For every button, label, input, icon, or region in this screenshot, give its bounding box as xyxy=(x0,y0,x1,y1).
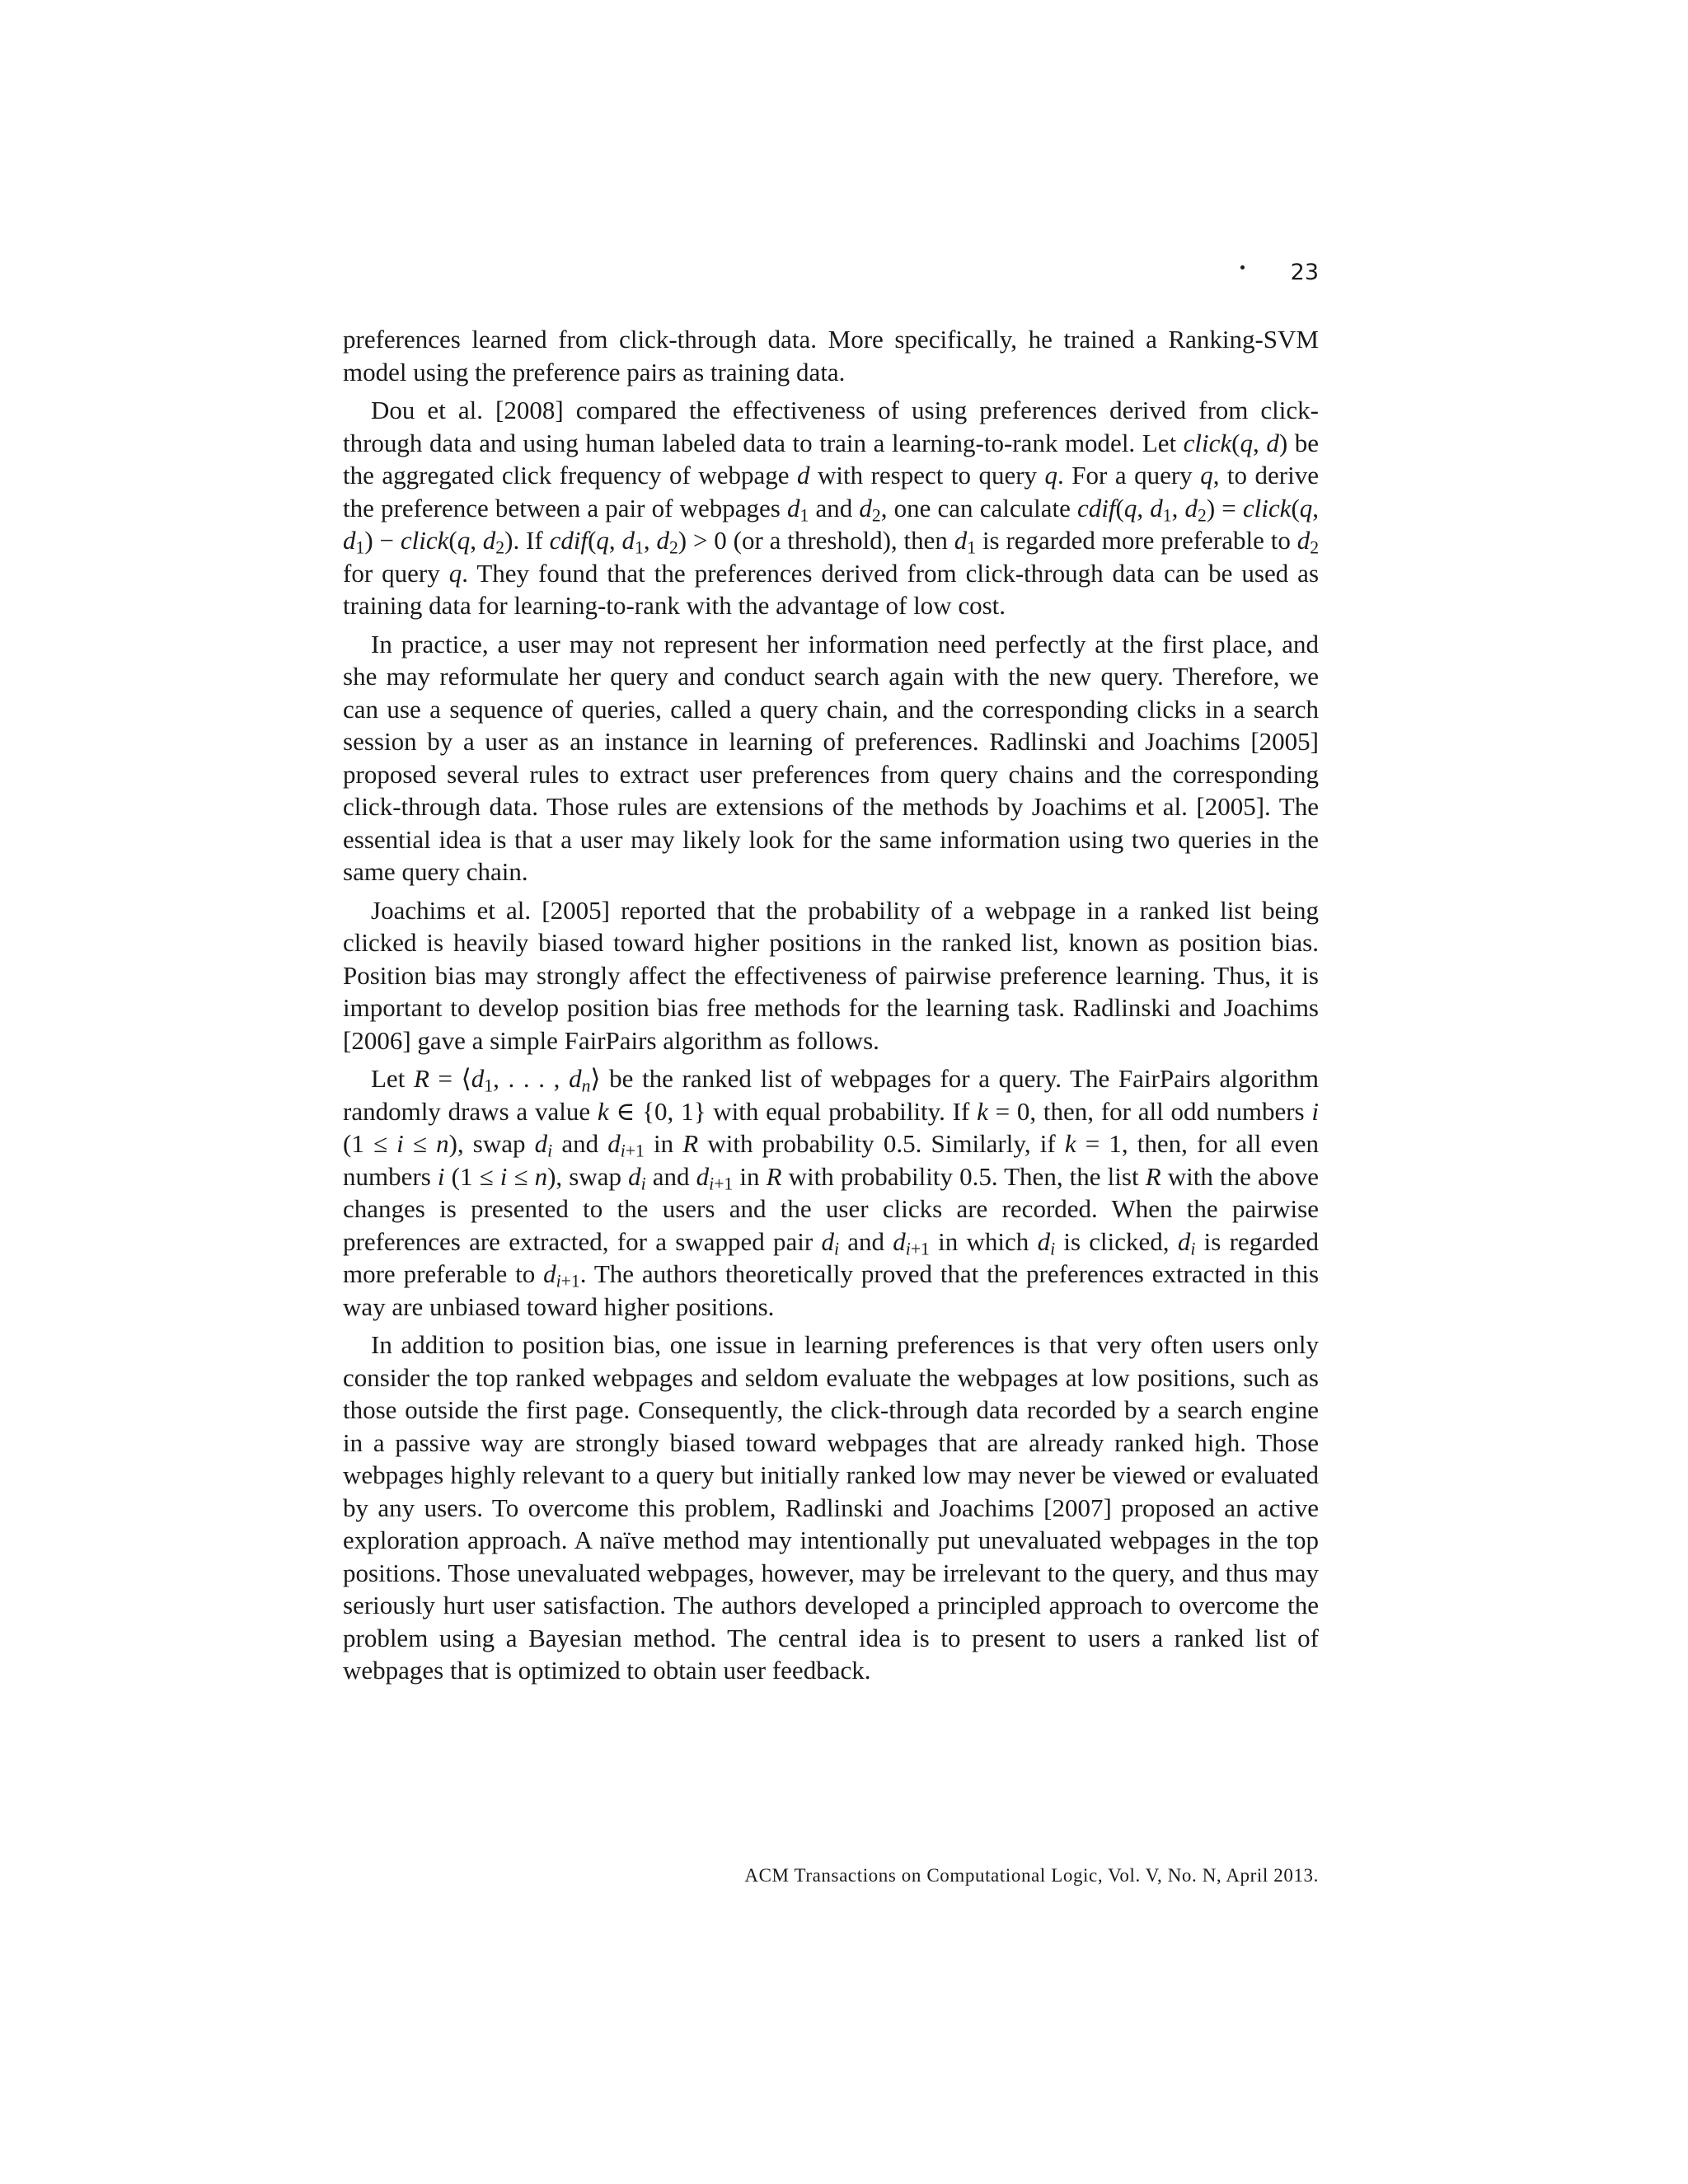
paragraph-continued: preferences learned from click-through data. More specifically, he trained a Ranking-SVM model using the preference pairs as training data. xyxy=(343,325,1319,387)
body-text xyxy=(343,323,1319,1693)
paragraph-fairpairs: Let $R = ⟨d_1$, . . . , $d_n⟩$ be the ranked list of webpages for a query. The FairPairs algorithm randomly draws a value k ∈ {0, 1} with equal probability. If k = 0, then, for all odd numbers i (1 ≤ i ≤ n), swap $d_i$ and $d_{i+1}$ in R with probability 0.5. Similarly, if k = 1, then, for all even numbers i (1 ≤ i ≤ n), swap $d_i$ and $d_{i+1}$ in R with probability 0.5. Then, the list R with the above changes is presented to the users and the user clicks are recorded. When the pairwise preferences are extracted, for a swapped pair $d_i$ and $d_{i+1}$ in which $d_i$ is clicked, $d_i$ is regarded more preferable to $d_{i+1}$. The authors theoretically proved that the preferences extracted in this way are unbiased toward higher positions. xyxy=(343,1064,1320,1321)
paragraph-active-exploration: In addition to position bias, one issue in learning preferences is that very often users only consider the top ranked webpages and seldom evaluate the webpages at low positions, such as those outside the first page. Consequently, the click-through data recorded by a search engine in a passive way are strongly biased toward webpages that are already ranked high. Those webpages highly relevant to a query but initially ranked low may never be viewed or evaluated by any users. To overcome this problem, Radlinski and Joachims [2007] proposed an active exploration approach. A naïve method may intentionally put unevaluated webpages in the top positions. Those unevaluated webpages, however, may be irrelevant to the query, and thus may seriously hurt user satisfaction. The authors developed a principled approach to overcome the problem using a Bayesian method. The central idea is to present to users a ranked list of webpages that is optimized to obtain user feedback. xyxy=(343,1330,1319,1685)
page-footer: ACM Transactions on Computational Logic, Vol. V, No. N, April 2013. xyxy=(744,1865,1319,1886)
paragraph-position-bias: Joachims et al. [2005] reported that the probability of a webpage in a ranked list being clicked is heavily biased toward higher positions in the ranked list, known as position bias. Position bias may strongly affect the effectiveness of pairwise preference learning. Thus, it is important to develop position bias free methods for the learning task. Radlinski and Joachims [2006] gave a simple FairPairs algorithm as follows. xyxy=(343,895,1319,1055)
paragraph-dou: Dou et al. [2008] compared the effectiveness of using preferences derived from click-through data and using human labeled data to train a learning-to-rank model. Let click(q, d) be the aggregated click frequency of webpage d with respect to query q. For a query q, to derive the preference between a pair of webpages $d_1$ and $d_2$, one can calculate cdif(q, $d_1$, $d_2$) = click(q, $d_1$) − click(q, $d_2$). If cdif(q, $d_1$, $d_2) > 0$ (or a threshold), then $d_1$ is regarded more preferable to $d_2$ for query q. They found that the preferences derived from click-through data can be used as training data for learning-to-rank with the advantage of low cost. xyxy=(343,396,1320,620)
page-header xyxy=(1240,254,1319,290)
paragraph-query-chains: In practice, a user may not represent her information need perfectly at the first place, and she may reformulate her query and conduct search again with the new query. Therefore, we can use a sequence of queries, called a query chain, and the corresponding clicks in a search session by a user as an instance in learning of preferences. Radlinski and Joachims [2005] proposed several rules to extract user preferences from query chains and the corresponding click-through data. Those rules are extensions of the methods by Joachims et al. [2005]. The essential idea is that a user may likely look for the same information using two queries in the same query chain. xyxy=(343,629,1319,886)
header-dot xyxy=(1240,265,1245,269)
page-number: 23 xyxy=(1290,259,1319,285)
